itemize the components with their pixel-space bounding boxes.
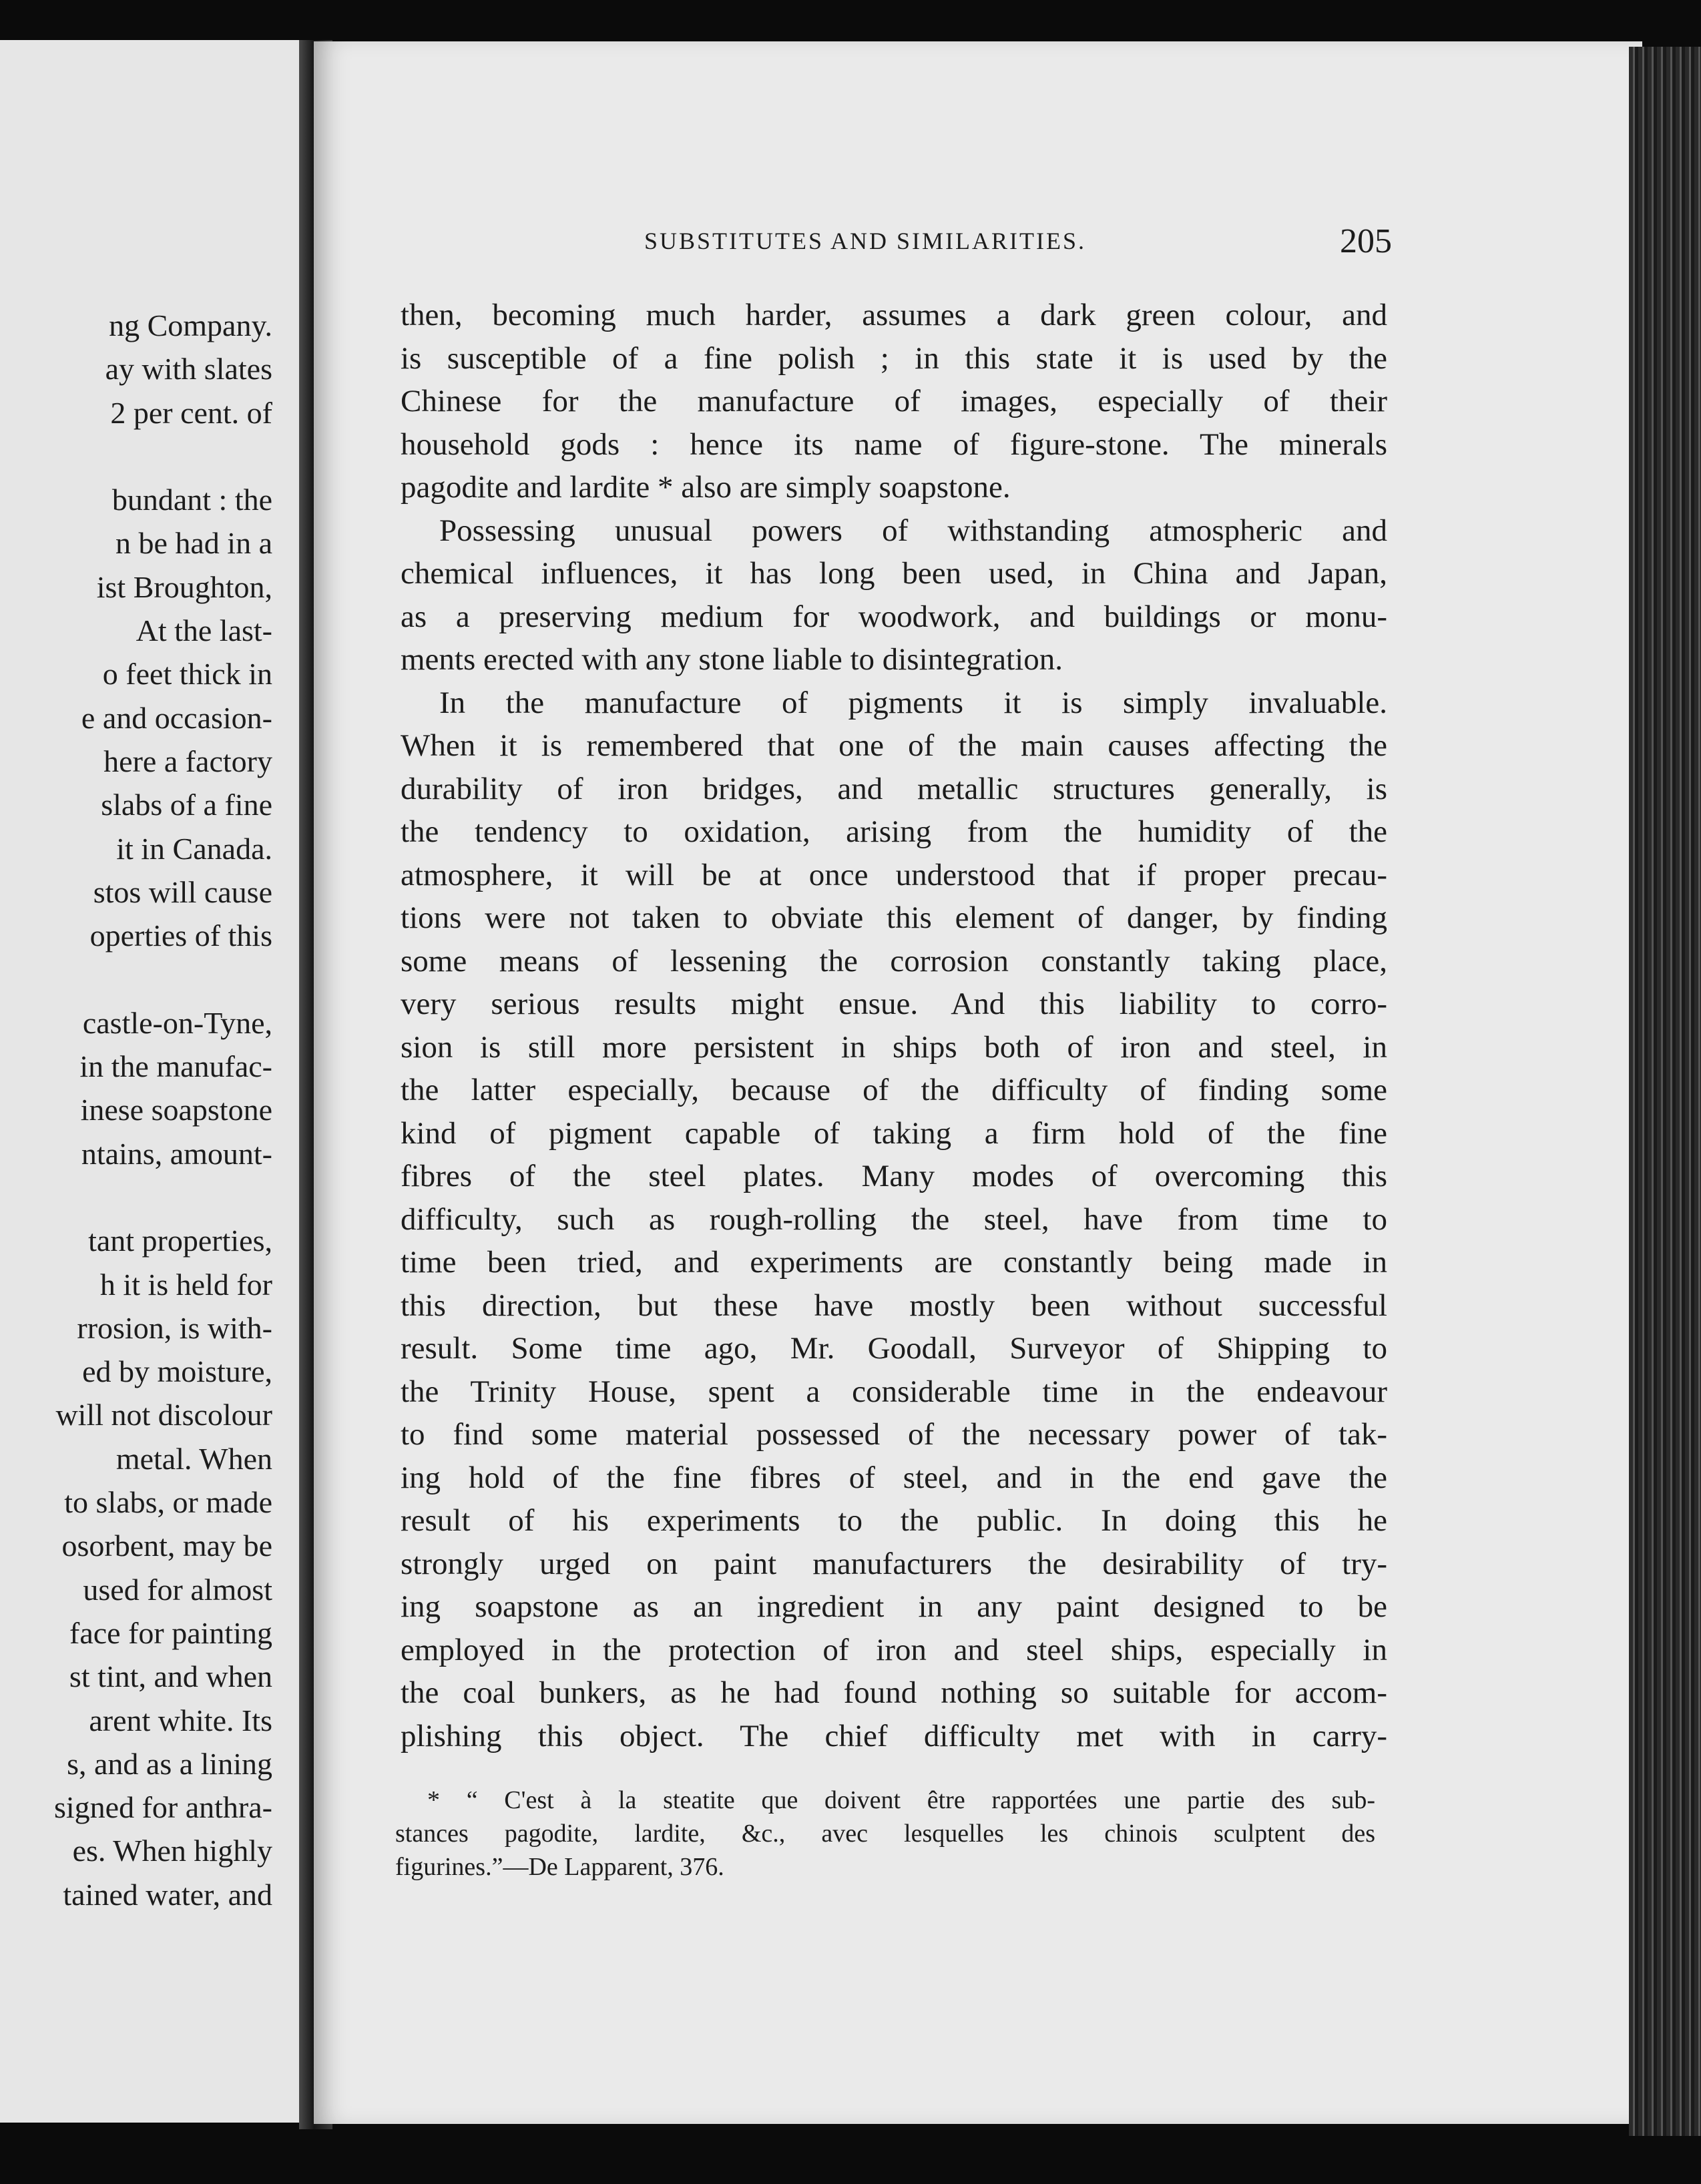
text-line: the coal bunkers, as he had found nothing so suitable for accom- bbox=[401, 1675, 1387, 1710]
left-text-line: osorbent, may be bbox=[61, 1529, 272, 1563]
text-line: household gods : hence its name of figure-stone. The minerals bbox=[401, 427, 1387, 462]
text-line: pagodite and lardite * also are simply soapstone. bbox=[401, 470, 1011, 505]
text-line: kind of pigment capable of taking a firm hold of the fine bbox=[401, 1115, 1387, 1151]
text-line: plishing this object. The chief difficulty met with in carry- bbox=[401, 1718, 1387, 1753]
left-text-line: tant properties, bbox=[88, 1223, 272, 1258]
text-line: Chinese for the manufacture of images, especially of their bbox=[401, 384, 1387, 419]
left-text-line: will not discolour bbox=[55, 1398, 272, 1432]
page-edges bbox=[1629, 47, 1701, 2136]
footnote bbox=[395, 1784, 1375, 1884]
text-line: ing soapstone as an ingredient in any paint designed to be bbox=[401, 1589, 1387, 1624]
text-line: atmosphere, it will be at once understood that if proper precau- bbox=[401, 857, 1387, 892]
left-text-line: st tint, and when bbox=[69, 1659, 272, 1694]
left-text-line: e and occasion- bbox=[81, 700, 272, 735]
left-text-line: s, and as a lining bbox=[67, 1746, 272, 1781]
paragraph-gap bbox=[0, 435, 272, 478]
left-text-line: arent white. Its bbox=[89, 1703, 272, 1737]
text-line: In the manufacture of pigments it is simply invaluable. bbox=[439, 685, 1387, 720]
left-text-line: slabs of a fine bbox=[101, 788, 272, 822]
text-line: this direction, but these have mostly been without successful bbox=[401, 1288, 1387, 1323]
text-line: employed in the protection of iron and steel ships, especially in bbox=[401, 1632, 1387, 1667]
left-text-line: ay with slates bbox=[105, 352, 272, 386]
left-text-line: ist Broughton, bbox=[96, 569, 272, 604]
text-line: durability of iron bridges, and metallic structures generally, is bbox=[401, 771, 1387, 806]
left-text-line: face for painting bbox=[69, 1615, 272, 1650]
left-text-line: in the manufac- bbox=[79, 1049, 272, 1084]
left-text-line: At the last- bbox=[136, 613, 272, 648]
text-line: tions were not taken to obviate this element of danger, by finding bbox=[401, 900, 1387, 935]
left-text-line: 2 per cent. of bbox=[110, 395, 272, 430]
text-line: then, becoming much harder, assumes a dark green colour, and bbox=[401, 298, 1387, 332]
left-text-line: ntains, amount- bbox=[81, 1136, 272, 1171]
left-text-line: rrosion, is with- bbox=[77, 1310, 272, 1345]
left-page-text bbox=[0, 304, 272, 1916]
text-line: the latter especially, because of the difficulty of finding some bbox=[401, 1073, 1387, 1107]
text-line: strongly urged on paint manufacturers the desirability of try- bbox=[401, 1546, 1387, 1581]
left-text-line: h it is held for bbox=[99, 1267, 272, 1302]
text-line: ments erected with any stone liable to disintegration. bbox=[401, 642, 1063, 677]
paragraph-gap bbox=[0, 1175, 272, 1219]
left-text-line: to slabs, or made bbox=[64, 1485, 272, 1520]
left-text-line: stos will cause bbox=[93, 874, 272, 909]
left-text-line: es. When highly bbox=[72, 1834, 272, 1868]
left-text-line: metal. When bbox=[115, 1441, 272, 1476]
text-line: When it is remembered that one of the main causes affecting the bbox=[401, 728, 1387, 763]
left-text-line: inese soapstone bbox=[80, 1093, 272, 1127]
left-text-line: n be had in a bbox=[115, 526, 272, 561]
paragraph-gap bbox=[0, 957, 272, 1001]
text-line: ing hold of the fine fibres of steel, and in the end gave the bbox=[401, 1460, 1387, 1495]
left-text-line: bundant : the bbox=[111, 483, 272, 517]
text-line: some means of lessening the corrosion constantly taking place, bbox=[401, 943, 1387, 979]
text-line: as a preserving medium for woodwork, and buildings or monu- bbox=[401, 599, 1387, 634]
left-text-line: signed for anthra- bbox=[54, 1790, 272, 1825]
text-line: is susceptible of a fine polish ; in this state it is used by the bbox=[401, 340, 1387, 376]
left-text-line: operties of this bbox=[89, 918, 272, 953]
text-line: time been tried, and experiments are constantly being made in bbox=[401, 1245, 1387, 1280]
footnote-line: * “ C'est à la steatite que doivent être rapportées une partie des sub- bbox=[427, 1786, 1375, 1814]
text-line: the Trinity House, spent a considerable time in the endeavour bbox=[401, 1374, 1387, 1409]
page-number: 205 bbox=[1340, 222, 1392, 260]
text-line: difficulty, such as rough-rolling the steel, have from time to bbox=[401, 1201, 1387, 1237]
left-text-line: here a factory bbox=[103, 744, 272, 778]
text-line: to find some material possessed of the necessary power of tak- bbox=[401, 1417, 1387, 1452]
running-head bbox=[644, 222, 1392, 262]
left-text-line: ng Company. bbox=[109, 308, 272, 342]
footnote-line: figurines.”—De Lapparent, 376. bbox=[395, 1853, 724, 1881]
running-title: SUBSTITUTES AND SIMILARITIES. bbox=[644, 228, 1087, 254]
left-page bbox=[0, 40, 299, 2123]
footnote-line: stances pagodite, lardite, &c., avec lesquelles les chinois sculptent des bbox=[395, 1820, 1375, 1848]
text-line: sion is still more persistent in ships both of iron and steel, in bbox=[401, 1029, 1387, 1065]
left-text-line: it in Canada. bbox=[116, 831, 272, 866]
left-text-line: tained water, and bbox=[63, 1877, 272, 1912]
text-line: chemical influences, it has long been used, in China and Japan, bbox=[401, 556, 1387, 591]
left-text-line: o feet thick in bbox=[102, 657, 272, 692]
text-line: result of his experiments to the public. In doing this he bbox=[401, 1503, 1387, 1538]
left-text-line: ed by moisture, bbox=[82, 1354, 272, 1389]
left-text-line: used for almost bbox=[83, 1572, 272, 1607]
text-line: very serious results might ensue. And this liability to corro- bbox=[401, 987, 1387, 1021]
left-text-line: castle-on-Tyne, bbox=[82, 1005, 272, 1040]
text-line: the tendency to oxidation, arising from the humidity of the bbox=[401, 814, 1387, 849]
text-line: result. Some time ago, Mr. Goodall, Surveyor of Shipping to bbox=[401, 1331, 1387, 1366]
text-line: fibres of the steel plates. Many modes of overcoming this bbox=[401, 1159, 1387, 1193]
body-text bbox=[401, 294, 1387, 1757]
text-line: Possessing unusual powers of withstanding atmospheric and bbox=[439, 513, 1387, 548]
